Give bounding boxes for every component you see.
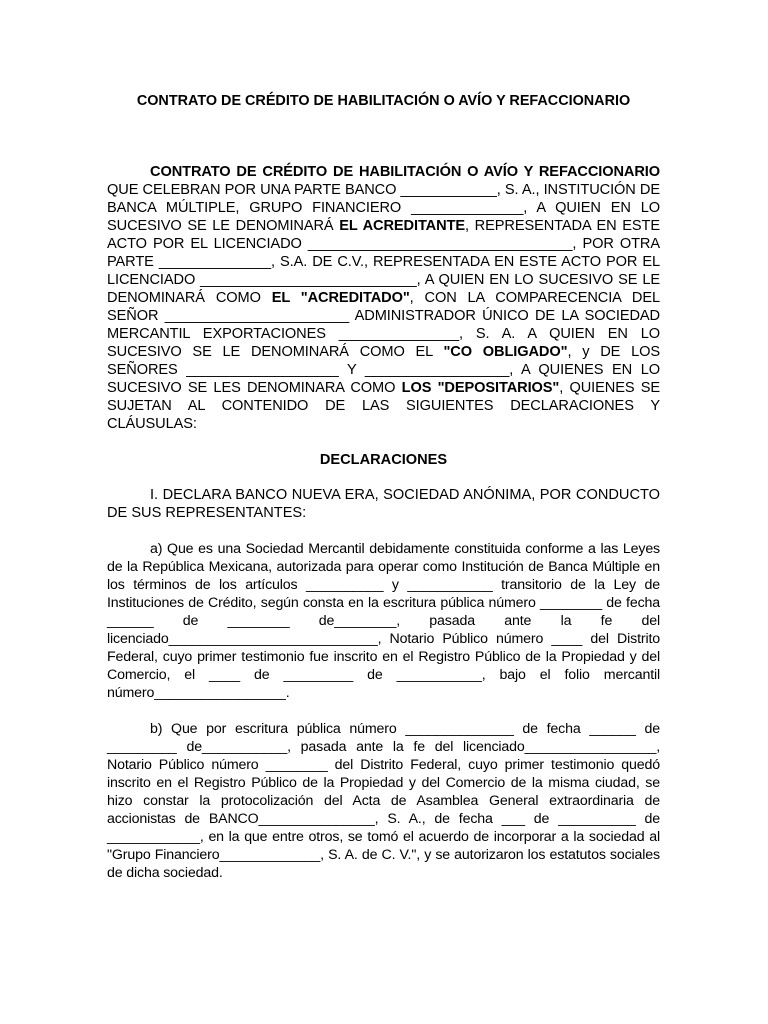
intro-bold-co-obligado: "CO OBLIGADO" <box>443 344 568 360</box>
intro-bold-depositarios: LOS "DEPOSITARIOS" <box>401 380 560 396</box>
declaration-item-b: b) Que por escritura pública número ______________ de fecha ______ de _________ de___________, pasada ante la fe del licenciado_________________, Notario Público número ________ del Distrito Federal, cuyo primer testimonio quedó inscrito en el Registro Público de la Propiedad y del Comercio de la misma ciudad, se hizo constar la protocolización del Acta de Asamblea General extraordinaria de accionistas de BANCO_______________, S. A., de fecha ___ de __________ de ____________, en la que entre otros, se tomó el acuerdo de incorporar a la sociedad al "Grupo Financiero_____________, S. A. de C. V.", y se autorizaron los estatutos sociales de dicha sociedad. <box>107 721 660 881</box>
intro-bold-acreditado: EL "ACREDITADO" <box>271 290 410 306</box>
declaration-item-a: a) Que es una Sociedad Mercantil debidamente constituida conforme a las Leyes de la República Mexicana, autorizada para operar como Institución de Banca Múltiple en los términos de los artículos __________ y ___________ transitorio de la Ley de Instituciones de Crédito, según consta en la escritura pública número ________ de fecha ______ de ________ de________, pasada ante la fe del licenciado___________________________, Notario Público número ____ del Distrito Federal, cuyo primer testimonio fue inscrito en el Registro Público de la Propiedad y del Comercio, el ____ de _________ de ___________, bajo el folio mercantil número_________________. <box>107 541 660 701</box>
declarations-heading: DECLARACIONES <box>319 452 448 468</box>
intro-paragraph <box>107 163 660 433</box>
intro-bold-acreditante: EL ACREDITANTE <box>339 218 466 234</box>
intro-text-2: , REPRESENTADA EN ESTE ACTO POR EL LICENCIADO _________________________________, POR OTRA PARTE ______________, S.A. DE C.V., REPRESENTADA EN ESTE ACTO POR EL LICENCIADO ___________________________, A QUIEN EN LO SUCESIVO SE LE DENOMINARÁ COMO <box>107 218 660 306</box>
document-title: CONTRATO DE CRÉDITO DE HABILITACIÓN O AVÍO Y REFACCIONARIO <box>136 93 631 109</box>
intro-lead-bold: CONTRATO DE CRÉDITO DE HABILITACIÓN O AVÍO Y REFACCIONARIO <box>150 164 660 180</box>
intro-text-4: , y DE LOS SEÑORES ___________________ Y __________________, A QUIENES EN LO SUCESIVO SE LES DENOMINARA COMO <box>107 344 661 396</box>
document-page <box>107 92 660 882</box>
intro-text-3: , CON LA COMPARECENCIA DEL SEÑOR _______________________ ADMINISTRADOR ÚNICO DE LA SOCIEDAD MERCANTIL EXPORTACIONES _______________, S. A. A QUIEN EN LO SUCESIVO SE LE DENOMINARÁ COMO EL <box>107 290 661 360</box>
intro-text-1: QUE CELEBRAN POR UNA PARTE BANCO ____________, S. A., INSTITUCIÓN DE BANCA MÚLTIPLE, GRUPO FINANCIERO ______________, A QUIEN EN LO SUCESIVO SE LE DENOMINARÁ <box>107 182 660 234</box>
declaration-1: I. DECLARA BANCO NUEVA ERA, SOCIEDAD ANÓNIMA, POR CONDUCTO DE SUS REPRESENTANTES: <box>107 487 660 521</box>
intro-text-5: , QUIENES SE SUJETAN AL CONTENIDO DE LAS SIGUIENTES DECLARACIONES Y CLÁUSULAS: <box>107 380 660 432</box>
